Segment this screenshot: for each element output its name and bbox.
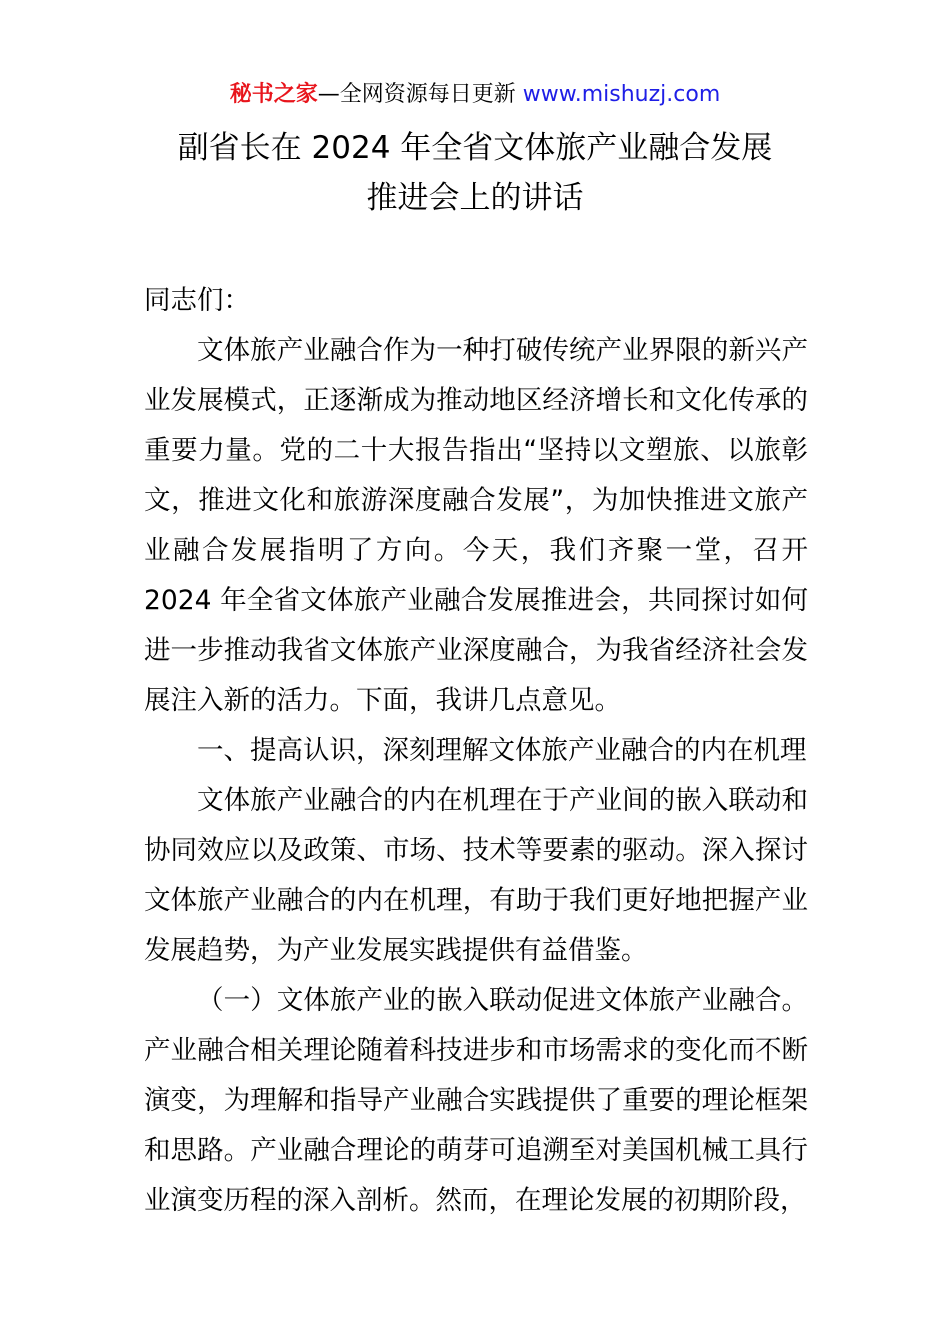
site-banner — [0, 80, 950, 110]
paragraph-mechanism: 文体旅产业融合的内在机理在于产业间的嵌入联动和协同效应以及政策、市场、技术等要素的驱动。深入探讨文体旅产业融合的内在机理，有助于我们更好地把握产业发展趋势，为产业发展实践提供有益借鉴。 — [144, 785, 808, 966]
document-title-line-1: 副省长在 2024 年全省文体旅产业融合发展 — [177, 130, 773, 166]
banner-url-link[interactable]: www.mishuzj.com — [522, 82, 721, 107]
paragraph-intro: 文体旅产业融合作为一种打破传统产业界限的新兴产业发展模式，正逐渐成为推动地区经济增长和文化传承的重要力量。党的二十大报告指出“坚持以文塑旅、以旅彰文，推进文化和旅游深度融合发展”，为加快推进文旅产业融合发展指明了方向。今天，我们齐聚一堂，召开 2024 年全省文体旅产业融合发展推进会，共同探讨如何进一步推动我省文体旅产业深度融合，为我省经济社会发展注入新的活力。下面，我讲几点意见。 — [144, 335, 808, 716]
paragraph-subsection-1: （一）文体旅产业的嵌入联动促进文体旅产业融合。产业融合相关理论随着科技进步和市场需求的变化而不断演变，为理解和指导产业融合实践提供了重要的理论框架和思路。产业融合理论的萌芽可追溯至对美国机械工具行业演变历程的深入剖析。然而，在理论发展的初期阶段， — [144, 985, 808, 1216]
document-body — [144, 276, 808, 1226]
document-title-line-2: 推进会上的讲话 — [366, 180, 584, 216]
salutation: 同志们： — [144, 285, 250, 316]
banner-tagline: —全网资源每日更新 — [317, 82, 523, 107]
section-heading-1: 一、提高认识，深刻理解文体旅产业融合的内在机理 — [197, 735, 807, 766]
banner-brand: 秘书之家 — [229, 82, 318, 107]
